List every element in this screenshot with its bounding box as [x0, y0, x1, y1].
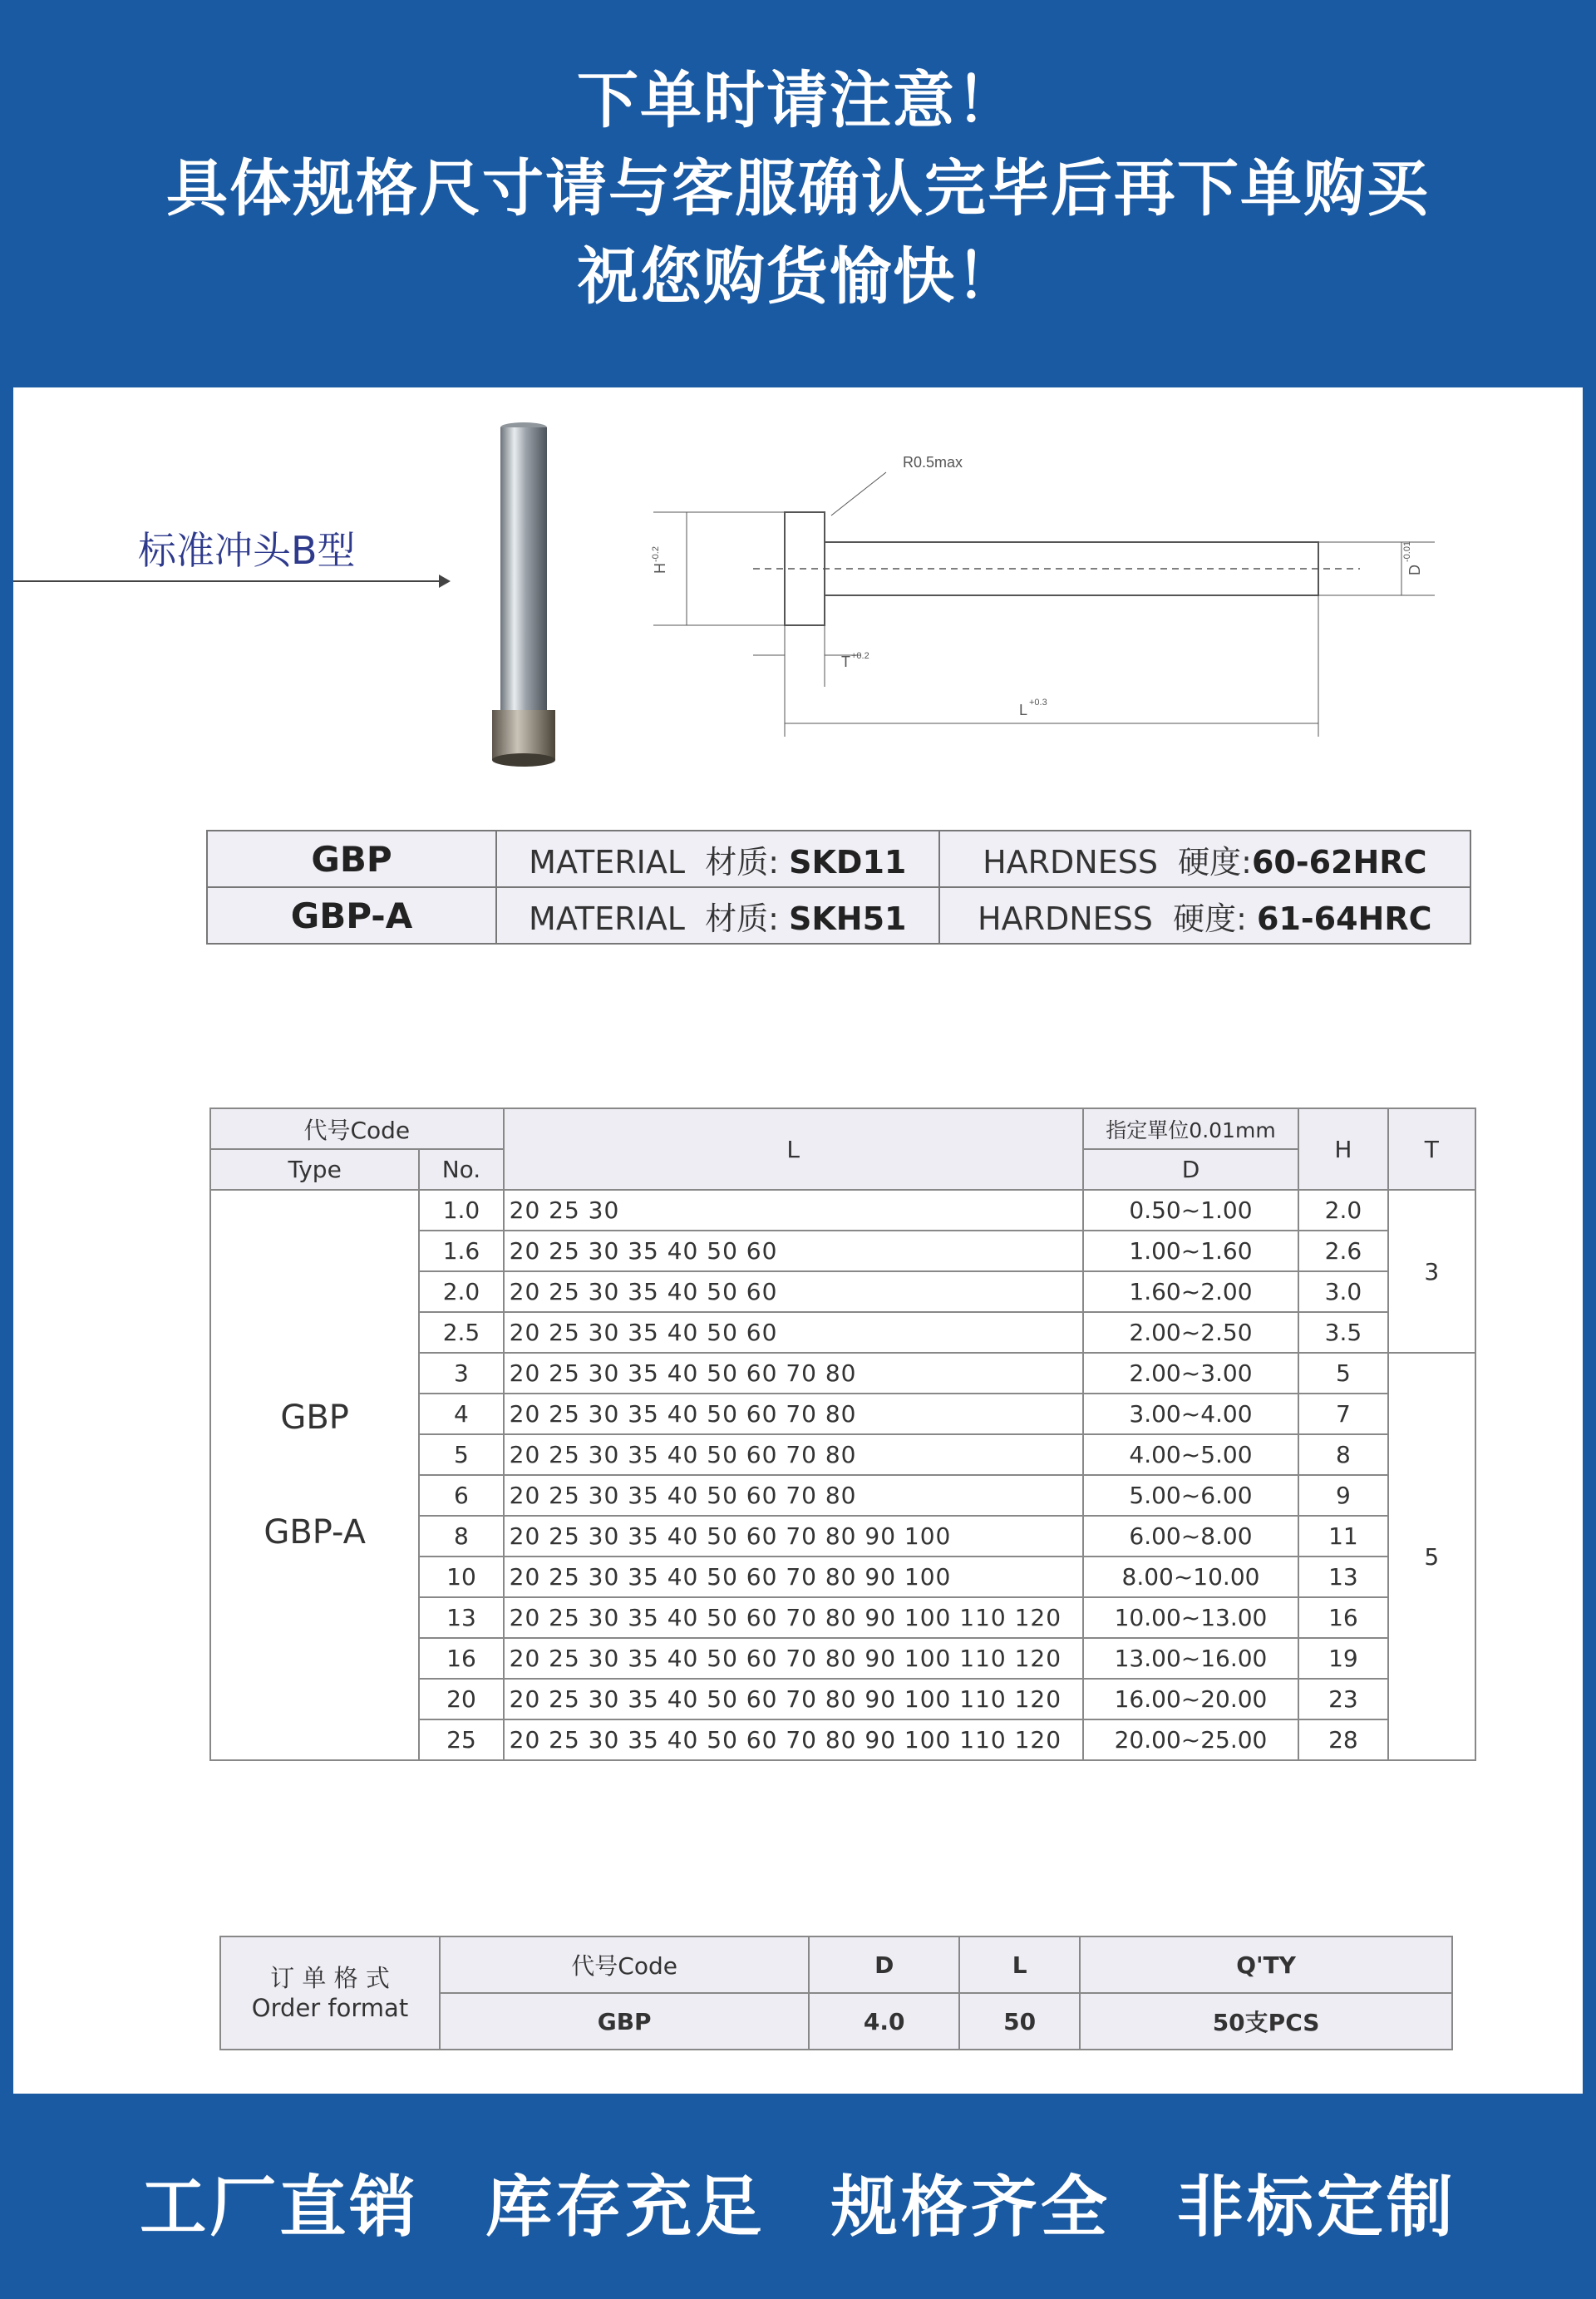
- cell-l: 20 25 30: [504, 1190, 1083, 1231]
- cell-d: 2.00~2.50: [1083, 1312, 1298, 1353]
- type-gbp: GBP: [280, 1399, 349, 1437]
- cell-l: 20 25 30 35 40 50 60 70 80 90 100 110 120: [504, 1597, 1083, 1638]
- cell-d: 4.00~5.00: [1083, 1434, 1298, 1475]
- table-row: [210, 1190, 1475, 1231]
- order-format-label: [220, 1936, 440, 2050]
- cell-h: 3.5: [1298, 1312, 1387, 1353]
- order-format-label-en: Order format: [251, 1994, 409, 2022]
- cell-h: 23: [1298, 1679, 1387, 1719]
- order-format-table: [219, 1936, 1453, 2050]
- slogan-item: 规格齐全: [830, 2168, 1111, 2246]
- type-cell: [210, 1190, 419, 1760]
- d-dim-label: D: [1406, 565, 1423, 575]
- cell-l: 20 25 30 35 40 50 60 70 80: [504, 1475, 1083, 1516]
- technical-drawing: [628, 437, 1443, 753]
- order-header-l: L: [959, 1936, 1080, 1993]
- cell-d: 0.50~1.00: [1083, 1190, 1298, 1231]
- header-unit: 指定單位0.01mm: [1083, 1108, 1298, 1149]
- footer-slogans: [0, 2153, 1596, 2249]
- cell-l: 20 25 30 35 40 50 60 70 80: [504, 1353, 1083, 1394]
- order-header-d: D: [809, 1936, 959, 1993]
- cell-no: 3: [419, 1353, 503, 1394]
- cell-d: 6.00~8.00: [1083, 1516, 1298, 1557]
- t-dim-tolerance: +0.2: [851, 651, 869, 661]
- spec-row: [207, 887, 1470, 944]
- footer-banner: [0, 2094, 1596, 2299]
- cell-l: 20 25 30 35 40 50 60 70 80: [504, 1394, 1083, 1434]
- cell-d: 13.00~16.00: [1083, 1638, 1298, 1679]
- order-header-row: [220, 1936, 1452, 1993]
- spec-code: GBP-A: [207, 887, 496, 944]
- cell-no: 25: [419, 1719, 503, 1760]
- content-panel: [13, 387, 1583, 2094]
- cell-no: 16: [419, 1638, 503, 1679]
- header-t: T: [1388, 1108, 1475, 1190]
- cell-no: 6: [419, 1475, 503, 1516]
- cell-l: 20 25 30 35 40 50 60 70 80: [504, 1434, 1083, 1475]
- spec-material: MATERIAL 材质: SKH51: [496, 887, 939, 944]
- cell-l: 20 25 30 35 40 50 60: [504, 1231, 1083, 1271]
- header-no: No.: [419, 1149, 503, 1190]
- header-type: Type: [210, 1149, 419, 1190]
- cell-no: 5: [419, 1434, 503, 1475]
- l-dim-tolerance: +0.3: [1029, 698, 1047, 708]
- order-value-l: 50: [959, 1993, 1080, 2050]
- order-value-d: 4.0: [809, 1993, 959, 2050]
- cell-l: 20 25 30 35 40 50 60: [504, 1271, 1083, 1312]
- cell-h: 11: [1298, 1516, 1387, 1557]
- cell-d: 5.00~6.00: [1083, 1475, 1298, 1516]
- table-header-row: [210, 1108, 1475, 1149]
- spec-code: GBP: [207, 831, 496, 887]
- pointer-arrow-line: [13, 580, 442, 582]
- cell-h: 16: [1298, 1597, 1387, 1638]
- cell-no: 10: [419, 1557, 503, 1597]
- cell-h: 28: [1298, 1719, 1387, 1760]
- cell-no: 2.0: [419, 1271, 503, 1312]
- header-code: 代号Code: [210, 1108, 504, 1149]
- type-gbp-a: GBP-A: [264, 1513, 366, 1552]
- notice-line-2: 具体规格尺寸请与客服确认完毕后再下单购买: [166, 153, 1430, 224]
- cell-no: 1.0: [419, 1190, 503, 1231]
- cell-no: 13: [419, 1597, 503, 1638]
- cell-h: 9: [1298, 1475, 1387, 1516]
- cell-no: 1.6: [419, 1231, 503, 1271]
- cell-l: 20 25 30 35 40 50 60 70 80 90 100 110 120: [504, 1679, 1083, 1719]
- cell-h: 2.6: [1298, 1231, 1387, 1271]
- header-d: D: [1083, 1149, 1298, 1190]
- cell-d: 16.00~20.00: [1083, 1679, 1298, 1719]
- slogan-item: 非标定制: [1176, 2168, 1456, 2246]
- cell-l: 20 25 30 35 40 50 60: [504, 1312, 1083, 1353]
- cell-d: 20.00~25.00: [1083, 1719, 1298, 1760]
- order-value-qty: 50支PCS: [1080, 1993, 1452, 2050]
- spec-hardness: HARDNESS 硬度: 61-64HRC: [939, 887, 1470, 944]
- order-format-label-cn: 订 单 格 式: [270, 1964, 390, 1992]
- cell-h: 19: [1298, 1638, 1387, 1679]
- arrow-right-icon: [439, 575, 451, 588]
- cell-t: 3: [1388, 1190, 1475, 1353]
- notice-line-3: 祝您购货愉快！: [577, 241, 1019, 313]
- header-l: L: [504, 1108, 1083, 1190]
- cell-t: 5: [1388, 1353, 1475, 1760]
- slogan-item: 工厂直销: [140, 2168, 420, 2246]
- cell-h: 8: [1298, 1434, 1387, 1475]
- cell-no: 20: [419, 1679, 503, 1719]
- spec-material: MATERIAL 材质: SKD11: [496, 831, 939, 887]
- cell-d: 3.00~4.00: [1083, 1394, 1298, 1434]
- cell-d: 1.00~1.60: [1083, 1231, 1298, 1271]
- cell-l: 20 25 30 35 40 50 60 70 80 90 100: [504, 1516, 1083, 1557]
- cell-h: 7: [1298, 1394, 1387, 1434]
- spec-row: [207, 831, 1470, 887]
- product-title: 标准冲头B型: [138, 528, 356, 573]
- notice-header: [0, 0, 1596, 384]
- header-h: H: [1298, 1108, 1387, 1190]
- slogan-item: 库存充足: [485, 2168, 766, 2246]
- cell-h: 13: [1298, 1557, 1387, 1597]
- cell-l: 20 25 30 35 40 50 60 70 80 90 100: [504, 1557, 1083, 1597]
- h-dim-label: H: [652, 563, 668, 574]
- order-header-qty: Q'TY: [1080, 1936, 1452, 1993]
- cell-d: 8.00~10.00: [1083, 1557, 1298, 1597]
- cell-no: 8: [419, 1516, 503, 1557]
- cell-l: 20 25 30 35 40 50 60 70 80 90 100 110 120: [504, 1638, 1083, 1679]
- spec-hardness: HARDNESS 硬度:60-62HRC: [939, 831, 1470, 887]
- size-rows: [210, 1190, 1475, 1760]
- h-dim-tolerance: -0.2: [651, 546, 661, 562]
- cell-no: 4: [419, 1394, 503, 1434]
- d-dim-tolerance: -0.01: [1402, 540, 1412, 562]
- material-spec-table: [206, 830, 1471, 945]
- cell-h: 5: [1298, 1353, 1387, 1394]
- cell-d: 10.00~13.00: [1083, 1597, 1298, 1638]
- cell-d: 2.00~3.00: [1083, 1353, 1298, 1394]
- cell-l: 20 25 30 35 40 50 60 70 80 90 100 110 120: [504, 1719, 1083, 1760]
- cell-no: 2.5: [419, 1312, 503, 1353]
- cell-h: 3.0: [1298, 1271, 1387, 1312]
- punch-pin-image: [474, 417, 574, 775]
- cell-d: 1.60~2.00: [1083, 1271, 1298, 1312]
- order-value-code: GBP: [440, 1993, 809, 2050]
- t-dim-label: T: [841, 654, 850, 670]
- notice-line-1: 下单时请注意！: [577, 65, 1019, 136]
- l-dim-label: L: [1019, 702, 1028, 718]
- cell-h: 2.0: [1298, 1190, 1387, 1231]
- radius-label: R0.5max: [903, 454, 963, 471]
- size-table: [209, 1108, 1476, 1761]
- order-header-code: 代号Code: [440, 1936, 809, 1993]
